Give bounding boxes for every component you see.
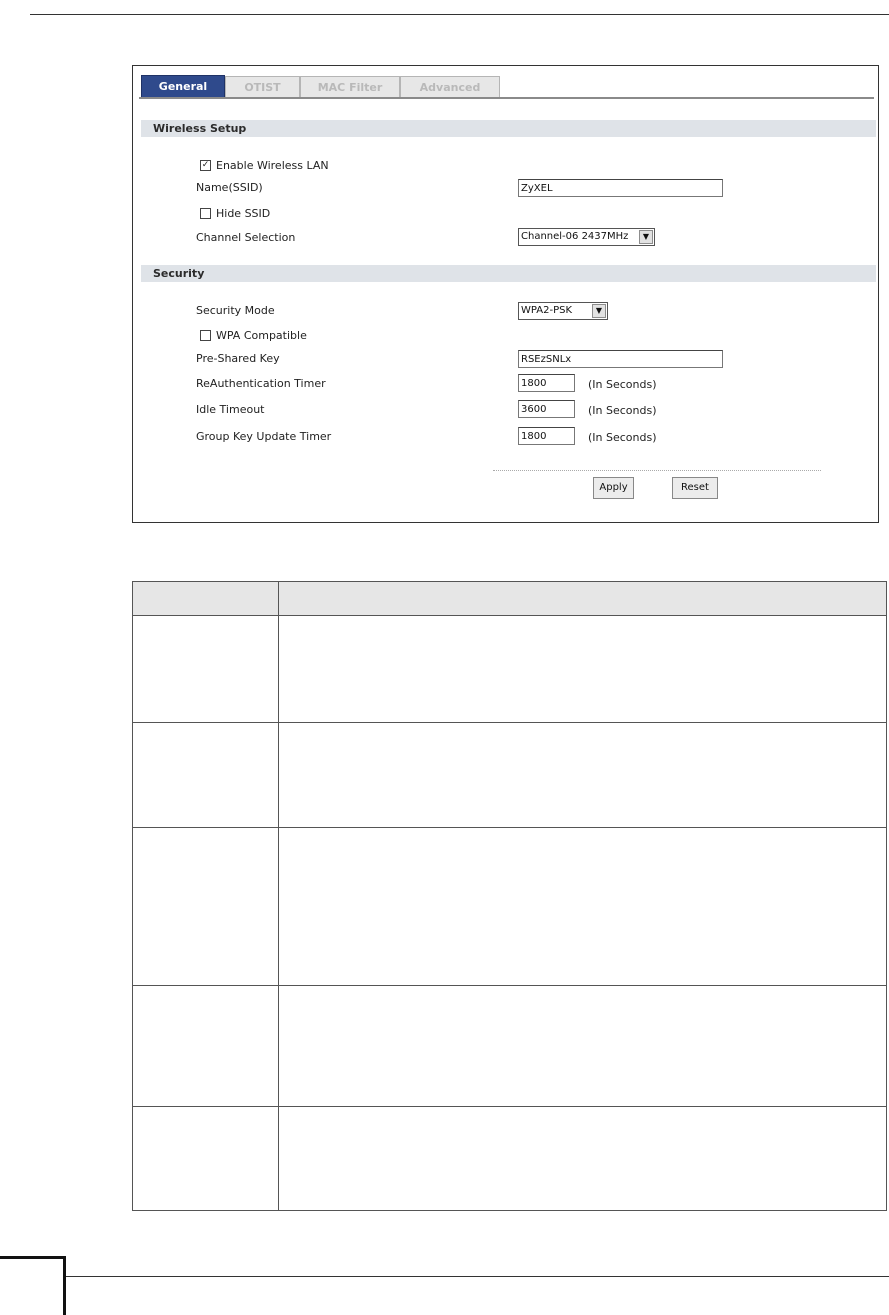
channel-select[interactable] xyxy=(518,228,655,246)
group-key-timer-input[interactable]: 1800 xyxy=(518,427,575,445)
security-heading: Security xyxy=(141,265,876,282)
reauth-timer-label: ReAuthentication Timer xyxy=(196,377,326,390)
tab-mac-filter[interactable]: MAC Filter xyxy=(300,76,400,97)
apply-button[interactable]: Apply xyxy=(593,477,634,499)
channel-select-value: Channel-06 2437MHz xyxy=(521,231,629,242)
pre-shared-key-label: Pre-Shared Key xyxy=(196,352,280,365)
reauth-timer-input[interactable]: 1800 xyxy=(518,374,575,392)
ssid-input[interactable]: ZyXEL xyxy=(518,179,723,197)
tab-underline xyxy=(139,97,874,99)
footer-rule xyxy=(66,1276,889,1277)
wpa-compatible-checkbox[interactable] xyxy=(200,330,211,341)
wpa-compatible-label: WPA Compatible xyxy=(216,329,307,342)
hide-ssid-label: Hide SSID xyxy=(216,207,271,220)
enable-wireless-lan-checkbox[interactable] xyxy=(200,160,211,171)
chevron-down-icon: ▼ xyxy=(639,230,653,244)
security-mode-select[interactable] xyxy=(518,302,608,320)
chevron-down-icon: ▼ xyxy=(592,304,606,318)
table-row-divider xyxy=(133,985,886,986)
idle-timeout-unit: (In Seconds) xyxy=(588,404,657,417)
tab-bar xyxy=(133,66,878,99)
group-key-timer-unit: (In Seconds) xyxy=(588,431,657,444)
field-description-table xyxy=(132,581,887,1211)
table-row-divider xyxy=(133,1106,886,1107)
table-row-divider xyxy=(133,722,886,723)
tab-otist[interactable]: OTIST xyxy=(225,76,300,97)
button-divider xyxy=(493,470,821,471)
hide-ssid-checkbox[interactable] xyxy=(200,208,211,219)
reauth-timer-unit: (In Seconds) xyxy=(588,378,657,391)
page-number-box xyxy=(0,1256,66,1315)
tab-general[interactable]: General xyxy=(141,75,225,98)
header-rule xyxy=(30,14,889,15)
check-mark-icon: ✓ xyxy=(201,160,210,170)
channel-selection-label: Channel Selection xyxy=(196,231,296,244)
ssid-label: Name(SSID) xyxy=(196,181,263,194)
idle-timeout-input[interactable]: 3600 xyxy=(518,400,575,418)
table-header-row xyxy=(133,582,886,616)
table-row-divider xyxy=(133,827,886,828)
reset-button[interactable]: Reset xyxy=(672,477,718,499)
tab-advanced[interactable]: Advanced xyxy=(400,76,500,97)
security-mode-label: Security Mode xyxy=(196,304,275,317)
enable-wireless-lan-label: Enable Wireless LAN xyxy=(216,159,329,172)
wireless-general-screenshot xyxy=(132,65,879,523)
security-mode-value: WPA2-PSK xyxy=(521,305,573,316)
pre-shared-key-input[interactable]: RSEzSNLx xyxy=(518,350,723,368)
group-key-timer-label: Group Key Update Timer xyxy=(196,430,332,443)
idle-timeout-label: Idle Timeout xyxy=(196,403,265,416)
table-column-divider xyxy=(278,582,279,1210)
wireless-setup-heading: Wireless Setup xyxy=(141,120,876,137)
